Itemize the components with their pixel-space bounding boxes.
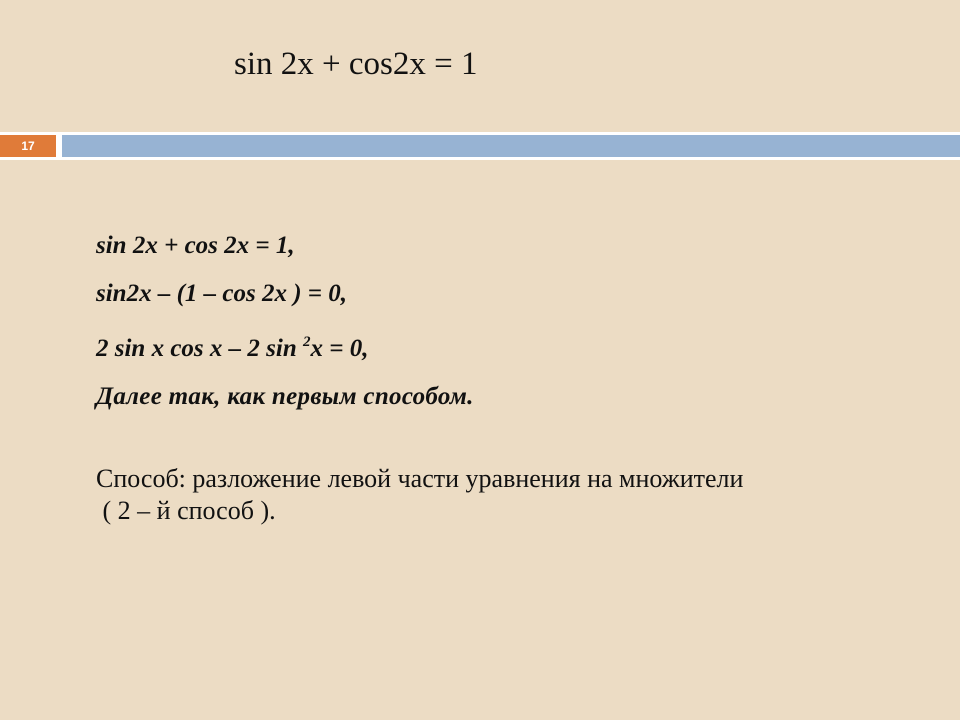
slide-title: sin 2x + cos2x = 1 [234, 46, 478, 82]
equation-line-3-before: 2 sin x cos x – 2 sin [96, 335, 303, 362]
method-line-2: ( 2 – й способ ). [96, 496, 276, 525]
conclusion-line: Далее так, как первым способом. [96, 383, 474, 410]
equation-line-1: sin 2x + cos 2x = 1, [96, 232, 295, 259]
exponent: 2 [302, 334, 311, 350]
equation-line-3-after: x = 0, [310, 335, 369, 362]
equation-line-2: sin2x – (1 – cos 2x ) = 0, [96, 280, 348, 307]
method-line-1: Способ: разложение левой части уравнения на множители [96, 464, 744, 493]
slide-number: 17 [0, 135, 56, 157]
equation-list [96, 222, 474, 421]
accent-bar [62, 135, 960, 157]
method-text [96, 463, 743, 527]
equation-line-3 [96, 318, 474, 373]
